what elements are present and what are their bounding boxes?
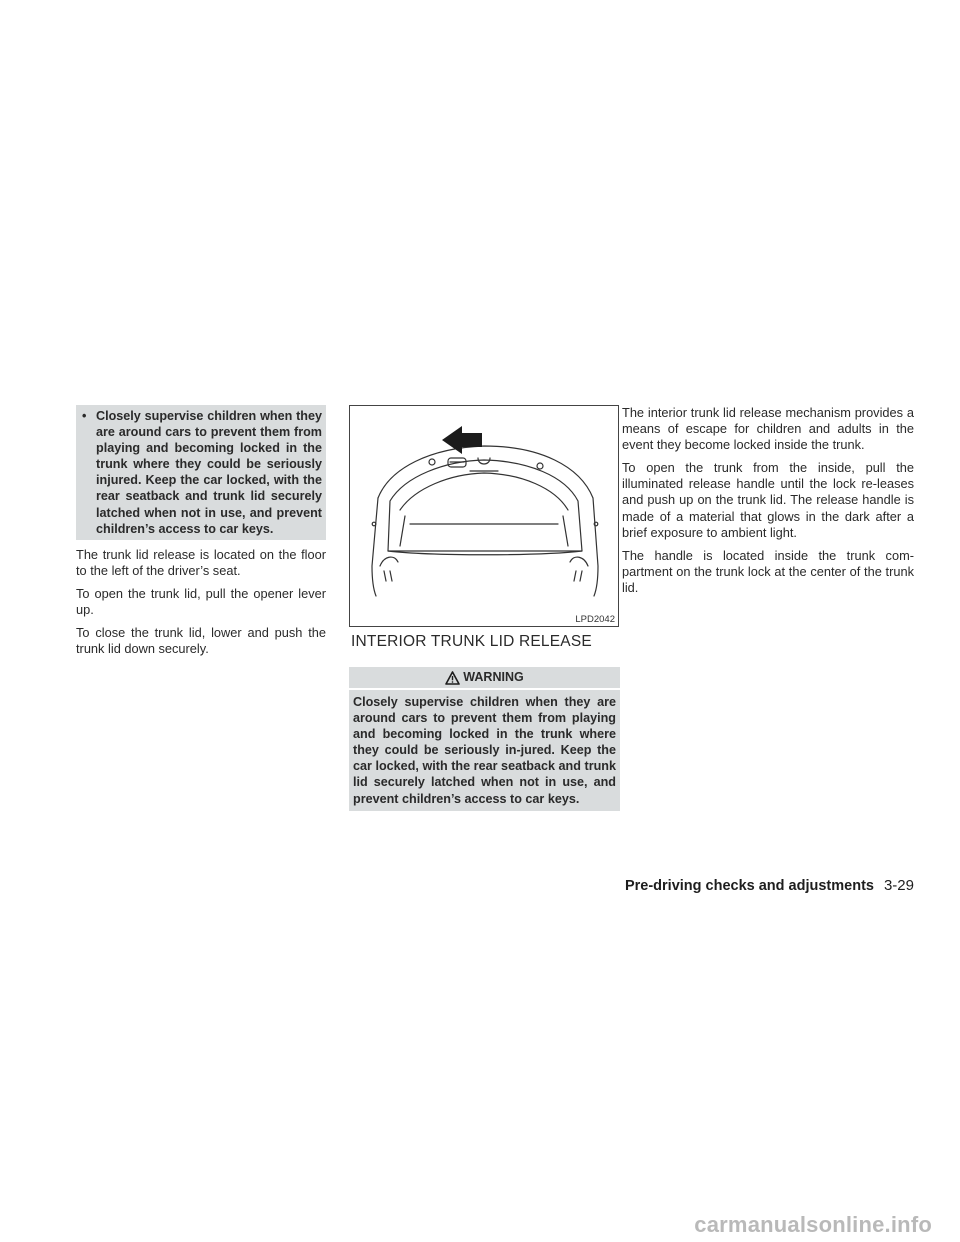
paragraph-open-from-inside: To open the trunk from the inside, pull the illuminated release handle until the lock re-leases and push up on the trunk lid. The release handle is made of a material that glows in the dark after a brief exposure to ambient light. [622, 460, 914, 540]
warning-text: Closely supervise children when they are around cars to prevent them from playing and becoming locked in the trunk where they could be seriously in-jured. Keep the car locked, with the rear seatback and trunk lid securely latched when not in use, and prevent children’s access to car keys. [349, 690, 620, 811]
warning-header [349, 667, 620, 690]
trunk-lid-drawing [350, 406, 618, 626]
paragraph-handle-location: The handle is located inside the trunk com-partment on the trunk lock at the center of the trunk lid. [622, 547, 914, 595]
page-footer [625, 877, 914, 894]
section-heading: INTERIOR TRUNK LID RELEASE [351, 633, 592, 650]
warning-box [349, 667, 620, 811]
paragraph-release-mechanism: The interior trunk lid release mechanism provides a means of escape for children and adults in the event they become locked inside the trunk. [622, 405, 914, 453]
bullet-text: Closely supervise children when they are around cars to prevent them from playing and becoming locked in the trunk where they could be seriously injured. Keep the car locked, with the rear seatback and trunk lid securely latched when not in use, and prevent children’s access to car keys. [96, 409, 322, 536]
figure-id: LPD2042 [575, 614, 615, 625]
trunk-lid-illustration [349, 405, 619, 627]
page-number: 3-29 [883, 877, 914, 894]
warning-label: WARNING [463, 670, 524, 685]
right-column [622, 405, 914, 603]
watermark: carmanualsonline.info [694, 1212, 932, 1237]
paragraph-release-location: The trunk lid release is located on the floor to the left of the driver’s seat. [76, 546, 326, 578]
footer-section-title: Pre-driving checks and adjustments [624, 878, 874, 894]
middle-column [349, 405, 620, 811]
warning-triangle-icon [445, 671, 460, 685]
bullet-marker: • [82, 409, 87, 423]
left-column [76, 405, 326, 657]
child-safety-bullet-box [76, 405, 326, 540]
paragraph-close-trunk: To close the trunk lid, lower and push the trunk lid down securely. [76, 625, 326, 657]
paragraph-open-trunk: To open the trunk lid, pull the opener lever up. [76, 585, 326, 618]
